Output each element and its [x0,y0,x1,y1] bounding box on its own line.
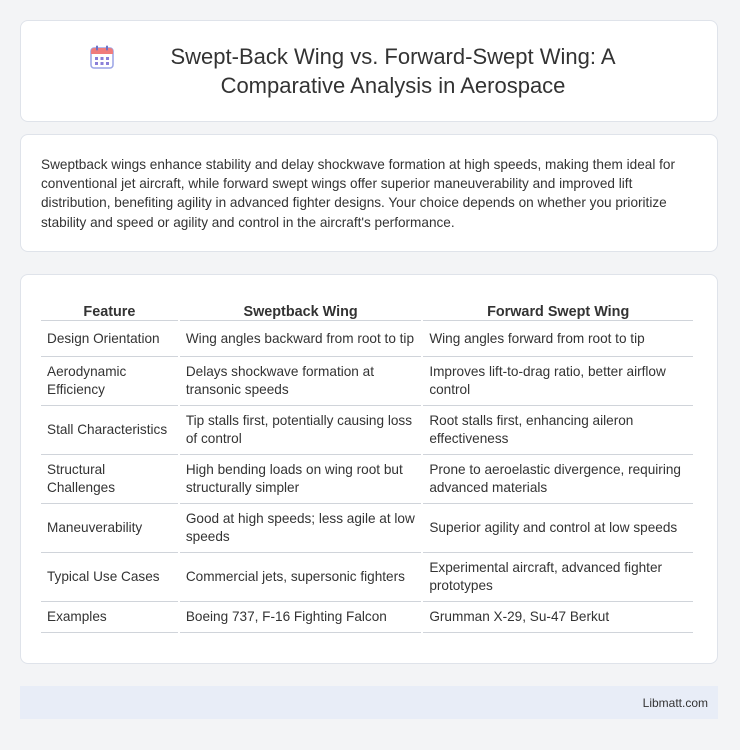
table-row [41,553,693,602]
forward-swept-cell: Superior agility and control at low speeds [423,504,693,553]
table-row [41,504,693,553]
page-title: Swept-Back Wing vs. Forward-Swept Wing: A Comparative Analysis in Aerospace [170,44,616,98]
footer [20,686,718,719]
forward-swept-cell: Root stalls first, enhancing aileron effectiveness [423,406,693,455]
table-card [20,274,718,664]
header-sweptback-wing: Sweptback Wing [180,293,421,321]
intro-text: Sweptback wings enhance stability and delay shockwave formation at high speeds, making them ideal for conventional jet aircraft, while forward swept wings offer superior maneuverability and improved lift distribution, benefiting agility in advanced fighter designs. Your choice depends on whether you prioritize stability and speed or agility and control in the aircraft's performance. [41,157,675,230]
sweptback-cell: Good at high speeds; less agile at low speeds [180,504,421,553]
forward-swept-cell: Prone to aeroelastic divergence, requiring advanced materials [423,455,693,504]
forward-swept-cell: Wing angles forward from root to tip [423,321,693,357]
title-card [20,20,718,122]
table-row [41,455,693,504]
feature-cell: Examples [41,602,178,633]
feature-cell: Aerodynamic Efficiency [41,357,178,406]
table-row [41,406,693,455]
calendar-icon [89,44,115,70]
sweptback-cell: Delays shockwave formation at transonic speeds [180,357,421,406]
feature-cell: Typical Use Cases [41,553,178,602]
title-wrap [89,42,649,100]
sweptback-cell: Tip stalls first, potentially causing loss of control [180,406,421,455]
table-row [41,357,693,406]
sweptback-cell: Wing angles backward from root to tip [180,321,421,357]
comparison-table [39,293,695,633]
feature-cell: Design Orientation [41,321,178,357]
sweptback-cell: Commercial jets, supersonic fighters [180,553,421,602]
footer-site-link[interactable]: Libmatt.com [642,695,708,710]
intro-card [20,134,718,252]
sweptback-cell: High bending loads on wing root but structurally simpler [180,455,421,504]
forward-swept-cell: Grumman X-29, Su-47 Berkut [423,602,693,633]
table-row [41,321,693,357]
table-row [41,602,693,633]
feature-cell: Structural Challenges [41,455,178,504]
feature-cell: Stall Characteristics [41,406,178,455]
forward-swept-cell: Improves lift-to-drag ratio, better airflow control [423,357,693,406]
sweptback-cell: Boeing 737, F-16 Fighting Falcon [180,602,421,633]
table-header-row [41,293,693,321]
feature-cell: Maneuverability [41,504,178,553]
header-feature: Feature [41,293,178,321]
header-forward-swept-wing: Forward Swept Wing [423,293,693,321]
forward-swept-cell: Experimental aircraft, advanced fighter prototypes [423,553,693,602]
